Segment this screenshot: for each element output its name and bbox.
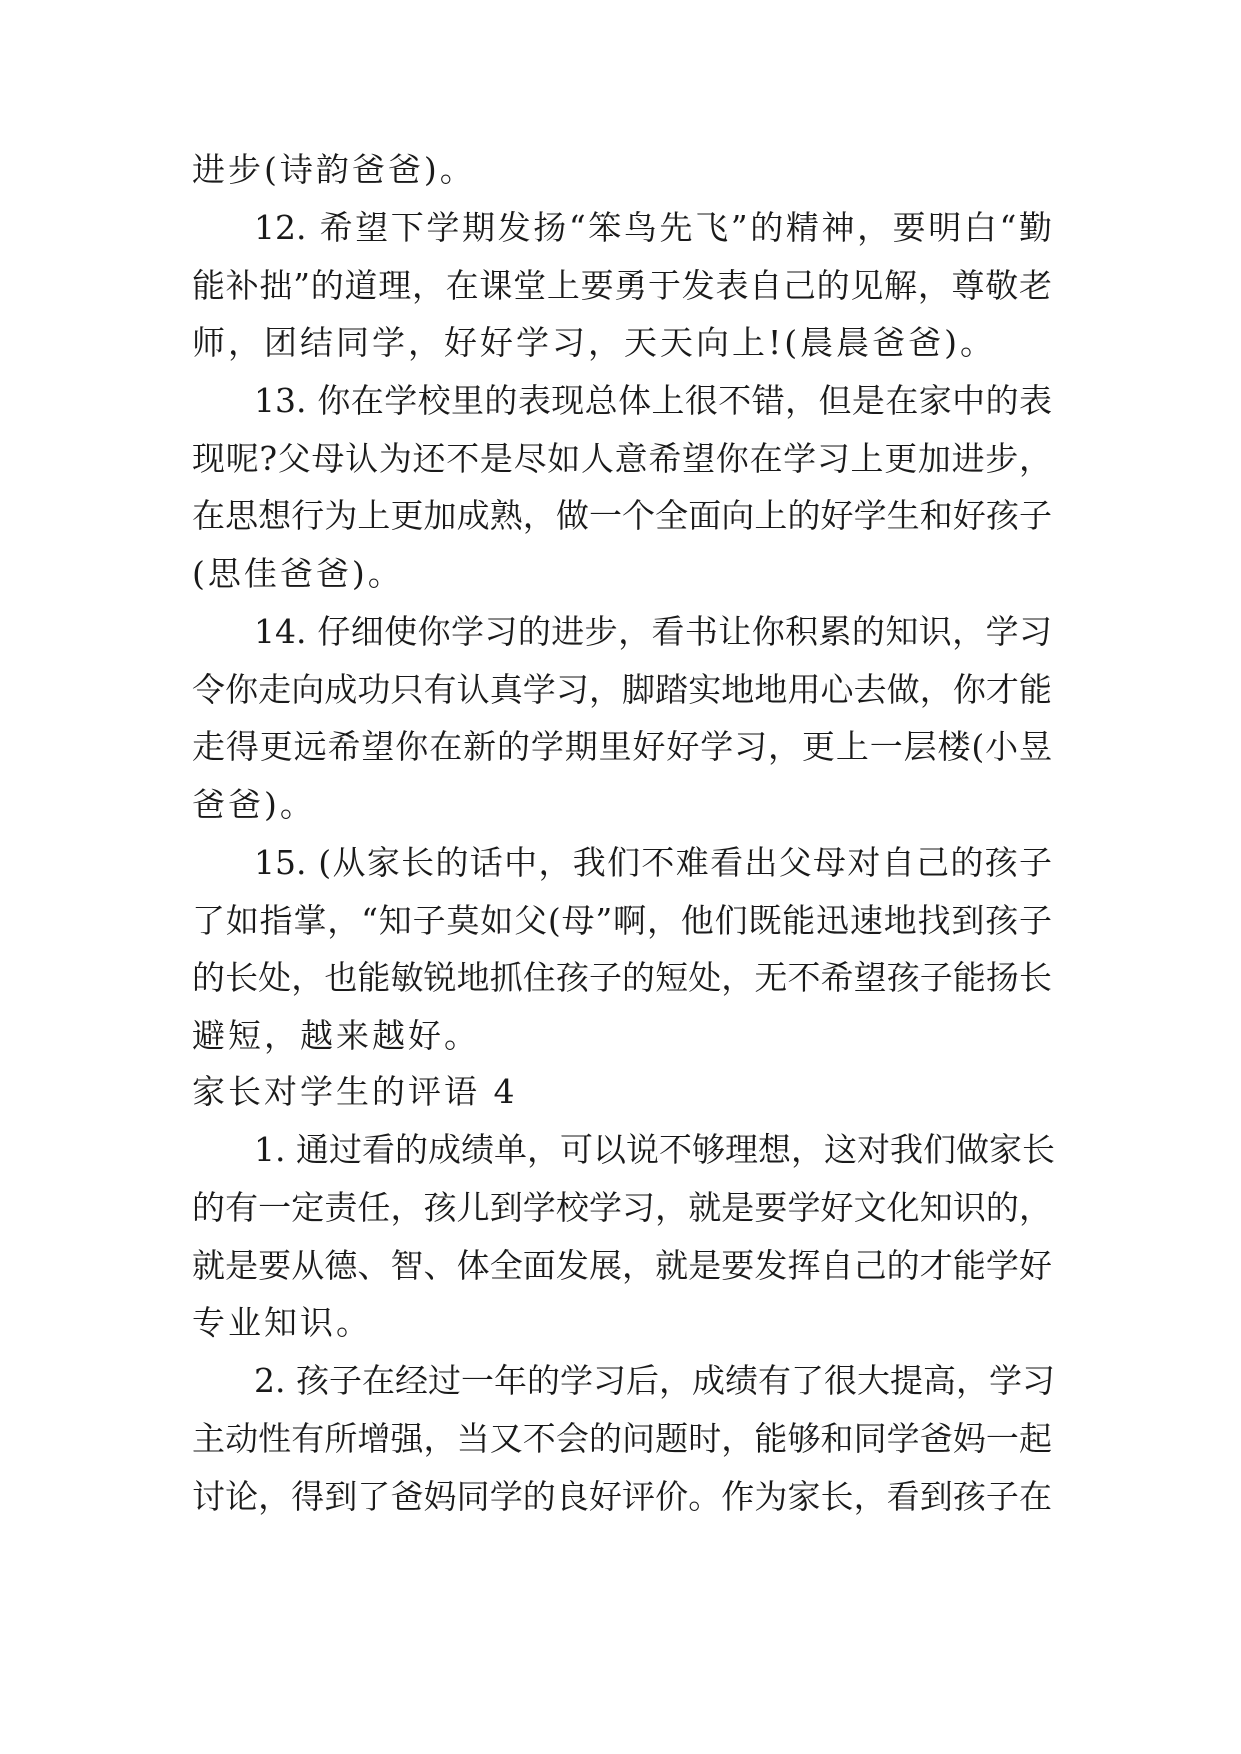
text-line: 能补拙”的道理，在课堂上要勇于发表自己的见解，尊敬老 <box>192 266 1052 305</box>
text-line: 师，团结同学，好好学习，天天向上!(晨晨爸爸)。 <box>192 323 997 362</box>
text-line: 了如指掌，“知子莫如父(母”啊，他们既能迅速地找到孩子 <box>192 901 1052 940</box>
text-line: 令你走向成功只有认真学习，脚踏实地地用心去做，你才能 <box>192 670 1052 709</box>
text-line-item-2: 2. 孩子在经过一年的学习后，成绩有了很大提高，学习 <box>254 1361 1055 1400</box>
text-line-item-12: 12. 希望下学期发扬“笨鸟先飞”的精神，要明白“勤 <box>254 208 1052 247</box>
text-line: 走得更远希望你在新的学期里好好学习，更上一层楼(小昱 <box>192 727 1052 766</box>
text-line: 在思想行为上更加成熟，做一个全面向上的好学生和好孩子 <box>192 496 1052 535</box>
text-line: 就是要从德、智、体全面发展，就是要发挥自己的才能学好 <box>192 1246 1052 1285</box>
text-line-item-1: 1. 通过看的成绩单，可以说不够理想，这对我们做家长 <box>254 1130 1055 1169</box>
text-line: 专业知识。 <box>192 1303 372 1342</box>
text-line: 避短，越来越好。 <box>192 1016 480 1055</box>
text-line: 的长处，也能敏锐地抓住孩子的短处，无不希望孩子能扬长 <box>192 958 1052 997</box>
text-line: 的有一定责任，孩儿到学校学习，就是要学好文化知识的， <box>192 1188 1052 1227</box>
text-line: (思佳爸爸)。 <box>192 554 404 593</box>
text-line-item-14: 14. 仔细使你学习的进步，看书让你积累的知识，学习 <box>254 612 1052 651</box>
text-line: 进步(诗韵爸爸)。 <box>192 150 476 189</box>
section-heading: 家长对学生的评语 4 <box>192 1072 518 1111</box>
text-line: 讨论，得到了爸妈同学的良好评价。作为家长，看到孩子在 <box>192 1477 1052 1516</box>
text-line: 主动性有所增强，当又不会的问题时，能够和同学爸妈一起 <box>192 1419 1052 1458</box>
text-line: 现呢?父母认为还不是尽如人意希望你在学习上更加进步， <box>192 439 1052 478</box>
text-line-item-15: 15. (从家长的话中，我们不难看出父母对自己的孩子 <box>254 843 1052 882</box>
text-line: 爸爸)。 <box>192 785 316 824</box>
text-line-item-13: 13. 你在学校里的表现总体上很不错，但是在家中的表 <box>254 381 1052 420</box>
